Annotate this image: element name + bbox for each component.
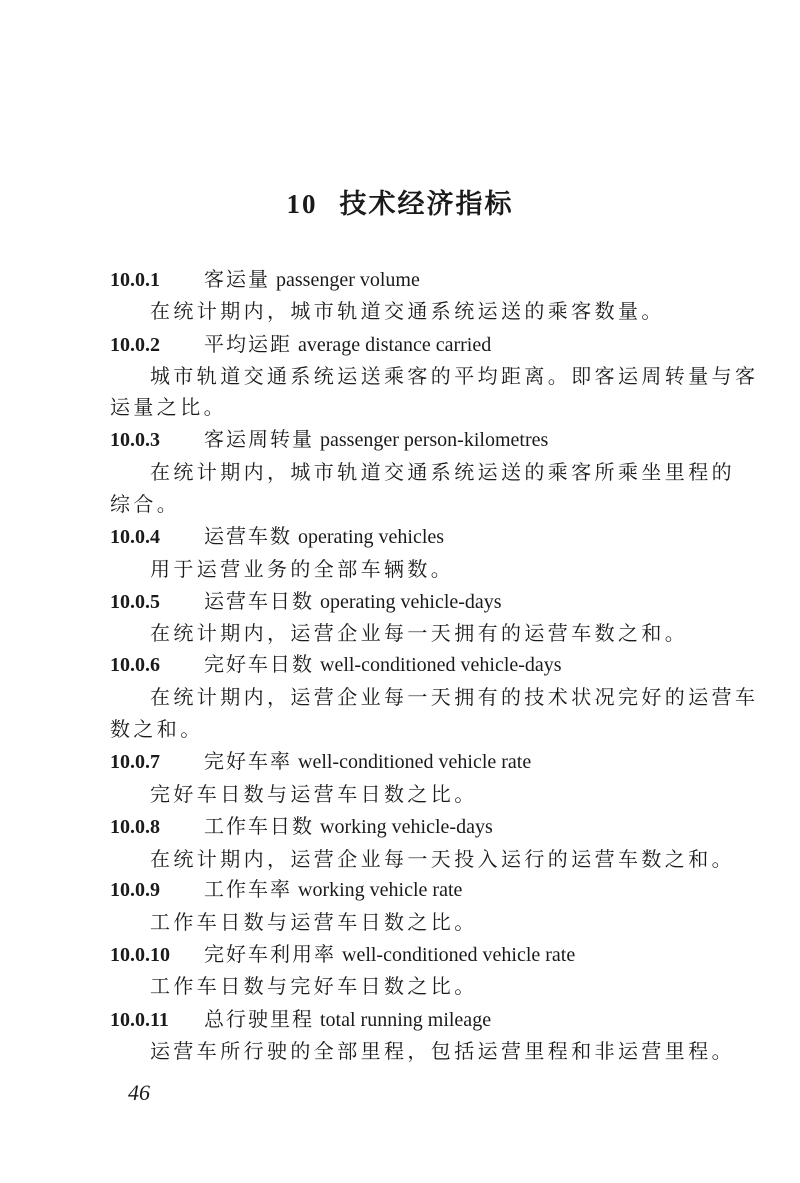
term-english: well-conditioned vehicle-days xyxy=(320,654,562,676)
term-definition: 完好车日数与运营车日数之比。 xyxy=(150,784,478,806)
term-english: working vehicle-days xyxy=(320,816,493,838)
term-heading xyxy=(110,1008,491,1032)
term-definition: 在统计期内，运营企业每一天拥有的技术状况完好的运营车 xyxy=(150,687,759,709)
term-heading xyxy=(110,653,562,677)
chapter-number: 10 xyxy=(286,189,318,219)
term-number: 10.0.4 xyxy=(110,526,160,548)
term-english: well-conditioned vehicle rate xyxy=(298,751,532,773)
term-definition: 在统计期内，城市轨道交通系统运送的乘客数量。 xyxy=(150,301,665,323)
term-number: 10.0.1 xyxy=(110,269,160,291)
term-chinese: 客运周转量 xyxy=(204,429,314,451)
term-english: well-conditioned vehicle rate xyxy=(342,944,576,966)
term-heading xyxy=(110,750,531,774)
term-chinese: 工作车率 xyxy=(204,879,292,901)
term-number: 10.0.5 xyxy=(110,591,160,613)
term-heading xyxy=(110,333,491,357)
term-chinese: 完好车利用率 xyxy=(204,944,336,966)
term-definition: 城市轨道交通系统运送乘客的平均距离。即客运周转量与客 xyxy=(150,366,759,388)
term-definition: 运营车所行驶的全部里程，包括运营里程和非运营里程。 xyxy=(150,1041,735,1063)
term-definition: 数之和。 xyxy=(110,719,204,741)
term-chinese: 运营车数 xyxy=(204,526,292,548)
term-chinese: 总行驶里程 xyxy=(204,1009,314,1031)
term-number: 10.0.9 xyxy=(110,879,160,901)
term-number: 10.0.11 xyxy=(110,1009,169,1031)
term-english: average distance carried xyxy=(298,334,492,356)
term-heading xyxy=(110,525,444,549)
term-definition: 用于运营业务的全部车辆数。 xyxy=(150,559,455,581)
term-number: 10.0.7 xyxy=(110,751,160,773)
term-english: working vehicle rate xyxy=(298,879,463,901)
term-chinese: 平均运距 xyxy=(204,334,292,356)
term-number: 10.0.2 xyxy=(110,334,160,356)
term-heading xyxy=(110,878,462,902)
term-chinese: 工作车日数 xyxy=(204,816,314,838)
term-chinese: 客运量 xyxy=(204,269,270,291)
term-english: passenger person-kilometres xyxy=(320,429,549,451)
page-number: 46 xyxy=(128,1080,150,1105)
term-english: passenger volume xyxy=(276,269,420,291)
term-definition: 在统计期内，运营企业每一天拥有的运营车数之和。 xyxy=(150,623,689,645)
term-number: 10.0.8 xyxy=(110,816,160,838)
term-definition: 运量之比。 xyxy=(110,397,227,419)
term-number: 10.0.6 xyxy=(110,654,160,676)
term-english: total running mileage xyxy=(320,1009,492,1031)
term-heading xyxy=(110,268,420,292)
term-heading xyxy=(110,943,575,967)
term-heading xyxy=(110,590,502,614)
chapter-title-text: 技术经济指标 xyxy=(339,189,514,219)
chapter-title xyxy=(0,182,800,221)
term-number: 10.0.3 xyxy=(110,429,160,451)
term-number: 10.0.10 xyxy=(110,944,170,966)
term-chinese: 运营车日数 xyxy=(204,591,314,613)
term-definition: 综合。 xyxy=(110,494,181,516)
term-chinese: 完好车日数 xyxy=(204,654,314,676)
term-heading xyxy=(110,428,548,452)
term-chinese: 完好车率 xyxy=(204,751,292,773)
term-definition: 在统计期内，城市轨道交通系统运送的乘客所乘坐里程的 xyxy=(150,462,735,484)
term-heading xyxy=(110,815,493,839)
term-english: operating vehicles xyxy=(298,526,445,548)
term-definition: 在统计期内，运营企业每一天投入运行的运营车数之和。 xyxy=(150,849,735,871)
term-english: operating vehicle-days xyxy=(320,591,502,613)
term-definition: 工作车日数与完好车日数之比。 xyxy=(150,976,478,998)
term-definition: 工作车日数与运营车日数之比。 xyxy=(150,912,478,934)
